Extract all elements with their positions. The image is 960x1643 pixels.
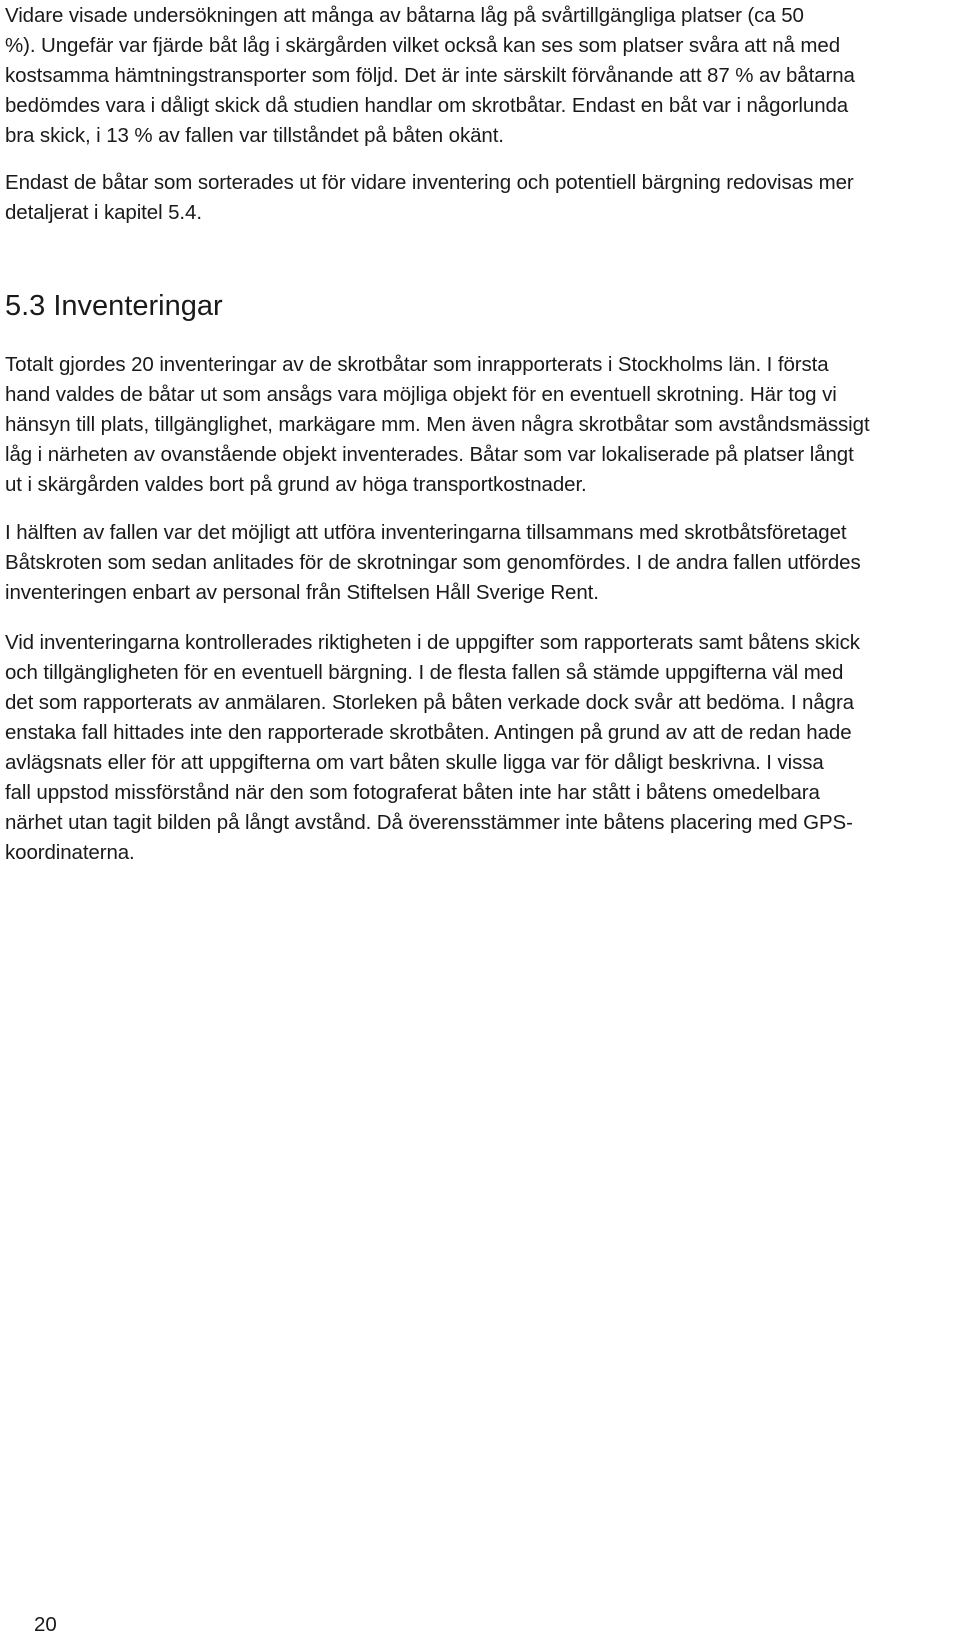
text-line: låg i närheten av ovanstående objekt inventerades. Båtar som var lokaliserade på platser långt: [5, 443, 854, 466]
text-line: detaljerat i kapitel 5.4.: [5, 201, 202, 224]
text-line: avlägsnats eller för att uppgifterna om vart båten skulle ligga var för dåligt beskrivna. I vissa: [5, 751, 824, 774]
text-line: bra skick, i 13 % av fallen var tillståndet på båten okänt.: [5, 124, 504, 147]
text-line: ut i skärgården valdes bort på grund av höga transportkostnader.: [5, 473, 587, 496]
paragraph-chapter-reference: [5, 168, 955, 228]
text-line: I hälften av fallen var det möjligt att utföra inventeringarna tillsammans med skrotbåtsföretaget: [5, 521, 847, 544]
text-line: Vid inventeringarna kontrollerades riktigheten i de uppgifter som rapporterats samt båtens skick: [5, 631, 860, 654]
text-line: koordinaterna.: [5, 841, 135, 864]
text-line: hänsyn till plats, tillgänglighet, markägare mm. Men även några skrotbåtar som avståndsmässigt: [5, 413, 870, 436]
paragraph-inventory-selection: [5, 350, 955, 500]
text-line: Vidare visade undersökningen att många av båtarna låg på svårtillgängliga platser (ca 50: [5, 4, 804, 27]
text-line: enstaka fall hittades inte den rapporterade skrotbåten. Antingen på grund av att de redan hade: [5, 721, 852, 744]
text-line: hand valdes de båtar ut som ansågs vara möjliga objekt för en eventuell skrotning. Här tog vi: [5, 383, 837, 406]
text-line: fall uppstod missförstånd när den som fotograferat båten inte har stått i båtens omedelbara: [5, 781, 820, 804]
text-line: och tillgängligheten för en eventuell bärgning. I de flesta fallen så stämde uppgifterna väl med: [5, 661, 844, 684]
text-line: bedömdes vara i dåligt skick då studien handlar om skrotbåtar. Endast en båt var i någorlunda: [5, 94, 849, 117]
paragraph-inventory-partners: [5, 518, 955, 608]
text-line: kostsamma hämtningstransporter som följd. Det är inte särskilt förvånande att 87 % av båtarna: [5, 64, 855, 87]
text-line: inventeringen enbart av personal från Stiftelsen Håll Sverige Rent.: [5, 581, 599, 604]
text-line: Endast de båtar som sorterades ut för vidare inventering och potentiell bärgning redovisas mer: [5, 171, 854, 194]
page-number: 20: [34, 1613, 57, 1636]
text-line: det som rapporterats av anmälaren. Storleken på båten verkade dock svår att bedöma. I några: [5, 691, 854, 714]
text-line: Båtskroten som sedan anlitades för de skrotningar som genomfördes. I de andra fallen utfördes: [5, 551, 861, 574]
text-line: Totalt gjordes 20 inventeringar av de skrotbåtar som inrapporterats i Stockholms län. I första: [5, 353, 829, 376]
paragraph-survey-findings: [5, 1, 955, 151]
text-line: närhet utan tagit bilden på långt avstånd. Då överensstämmer inte båtens placering med GPS-: [5, 811, 853, 834]
text-line: %). Ungefär var fjärde båt låg i skärgården vilket också kan ses som platser svåra att nå med: [5, 34, 841, 57]
paragraph-inventory-checks: [5, 628, 955, 868]
section-heading: 5.3 Inventeringar: [5, 290, 223, 322]
